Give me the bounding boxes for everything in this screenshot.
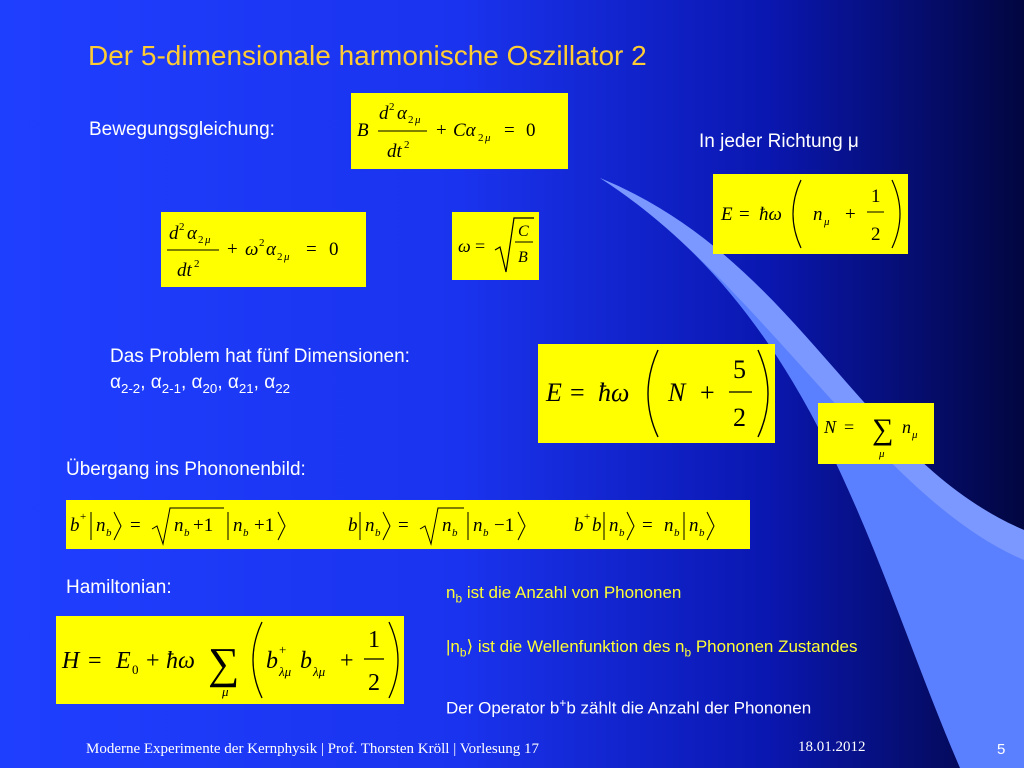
svg-text:=: = bbox=[398, 515, 409, 536]
svg-text:α: α bbox=[397, 103, 407, 124]
equation-energie-richtung bbox=[713, 174, 908, 254]
svg-text:b: b bbox=[674, 527, 680, 539]
svg-text:2: 2 bbox=[408, 114, 414, 126]
svg-text:b: b bbox=[483, 527, 489, 539]
svg-text:2: 2 bbox=[368, 670, 380, 696]
label-alphas: $\alpha_{2-2}$, $\alpha_{2-1}$, $\alpha_{20}$, $\alpha_{21}$, $\alpha_{22}$ bbox=[110, 372, 290, 396]
svg-text:2: 2 bbox=[198, 234, 204, 246]
svg-text:1: 1 bbox=[871, 186, 881, 207]
svg-text:μ: μ bbox=[222, 684, 229, 699]
equation-omega bbox=[452, 212, 539, 280]
svg-text:dt: dt bbox=[177, 260, 192, 281]
svg-text:2: 2 bbox=[733, 403, 746, 432]
equation-energie-richtung-svg bbox=[713, 174, 908, 254]
svg-text:ħω: ħω bbox=[759, 204, 782, 225]
svg-text:b: b bbox=[266, 648, 278, 674]
svg-text:b: b bbox=[574, 515, 584, 536]
svg-text:+: + bbox=[584, 511, 591, 523]
svg-text:+: + bbox=[146, 648, 160, 674]
equation-hamiltonian-svg bbox=[56, 616, 404, 704]
svg-text:b: b bbox=[699, 527, 705, 539]
svg-text:2: 2 bbox=[277, 251, 283, 263]
svg-text:=: = bbox=[88, 648, 102, 674]
svg-text:=: = bbox=[475, 236, 486, 256]
equation-hamiltonian bbox=[56, 616, 404, 704]
svg-text:ω: ω bbox=[458, 236, 471, 256]
equation-omega-svg bbox=[452, 212, 539, 280]
label-problem: Das Problem hat fünf Dimensionen: bbox=[110, 346, 410, 367]
svg-text:b: b bbox=[106, 527, 112, 539]
svg-text:Cα: Cα bbox=[453, 120, 476, 141]
svg-text:0: 0 bbox=[526, 120, 536, 141]
svg-text:+: + bbox=[227, 239, 238, 260]
note-nb-wellenfunktion: $|n_b⟩$ ist die Wellenfunktion des $n_b$ Phononen Zustandes bbox=[446, 637, 858, 660]
svg-text:+: + bbox=[340, 648, 354, 674]
svg-text:=: = bbox=[739, 204, 750, 225]
svg-text:μ: μ bbox=[912, 429, 918, 441]
label-phononenbild: Übergang ins Phononenbild: bbox=[66, 459, 306, 480]
svg-text:b: b bbox=[452, 527, 458, 539]
svg-text:+1: +1 bbox=[254, 515, 275, 536]
svg-text:dt: dt bbox=[387, 141, 402, 162]
svg-text:α: α bbox=[187, 223, 197, 244]
svg-text:n: n bbox=[365, 515, 375, 536]
svg-text:B: B bbox=[357, 120, 369, 141]
equation-energie-gesamt bbox=[538, 344, 775, 443]
svg-text:2: 2 bbox=[259, 237, 265, 249]
svg-text:H: H bbox=[62, 648, 80, 674]
svg-text:2: 2 bbox=[179, 221, 185, 233]
slide-title: Der 5-dimensionale harmonische Oszillator 2 bbox=[88, 40, 647, 71]
svg-text:b: b bbox=[619, 527, 625, 539]
svg-text:n: n bbox=[96, 515, 106, 536]
equation-oszillator bbox=[161, 212, 366, 287]
svg-text:μ: μ bbox=[415, 114, 421, 126]
svg-text:∑: ∑ bbox=[208, 639, 240, 688]
svg-text:n: n bbox=[174, 515, 184, 536]
svg-text:1: 1 bbox=[368, 627, 380, 653]
svg-text:b: b bbox=[592, 515, 602, 536]
equation-summe-n bbox=[818, 403, 934, 464]
svg-text:−1: −1 bbox=[494, 515, 515, 536]
svg-text:=: = bbox=[642, 515, 653, 536]
svg-text:b: b bbox=[184, 527, 190, 539]
svg-text:μ: μ bbox=[205, 234, 211, 246]
svg-text:∑: ∑ bbox=[872, 413, 894, 446]
svg-text:N: N bbox=[668, 378, 686, 407]
svg-text:5: 5 bbox=[733, 355, 746, 384]
svg-text:E: E bbox=[721, 204, 733, 225]
svg-text:λμ: λμ bbox=[313, 664, 326, 679]
equation-bewegungsgleichung bbox=[351, 93, 568, 169]
svg-text:n: n bbox=[609, 515, 619, 536]
svg-text:n: n bbox=[664, 515, 674, 536]
svg-text:ħω: ħω bbox=[598, 378, 630, 407]
svg-text:n: n bbox=[233, 515, 243, 536]
footer-page-number: 5 bbox=[997, 741, 1006, 758]
svg-text:n: n bbox=[473, 515, 483, 536]
svg-text:μ: μ bbox=[879, 448, 885, 460]
svg-text:=: = bbox=[844, 417, 855, 437]
svg-text:E: E bbox=[546, 378, 562, 407]
svg-text:n: n bbox=[689, 515, 699, 536]
svg-text:E: E bbox=[116, 648, 131, 674]
label-richtung: In jeder Richtung μ bbox=[699, 131, 859, 152]
svg-text:2: 2 bbox=[478, 132, 484, 144]
svg-text:n: n bbox=[813, 204, 823, 225]
svg-text:+: + bbox=[845, 204, 856, 225]
svg-text:0: 0 bbox=[329, 239, 339, 260]
svg-text:λμ: λμ bbox=[279, 664, 292, 679]
equation-energie-gesamt-svg bbox=[538, 344, 775, 443]
svg-text:n: n bbox=[902, 417, 911, 437]
svg-text:2: 2 bbox=[404, 139, 410, 151]
svg-text:μ: μ bbox=[824, 216, 830, 228]
svg-text:b: b bbox=[300, 648, 312, 674]
svg-text:b: b bbox=[348, 515, 358, 536]
svg-text:α: α bbox=[266, 239, 276, 260]
note-operator: Der Operator b+b zählt die Anzahl der Phononen bbox=[446, 696, 812, 718]
svg-text:+1: +1 bbox=[193, 515, 214, 536]
svg-text:b: b bbox=[70, 515, 80, 536]
label-hamiltonian: Hamiltonian: bbox=[66, 577, 172, 598]
svg-text:=: = bbox=[130, 515, 141, 536]
svg-text:b: b bbox=[243, 527, 249, 539]
svg-text:2: 2 bbox=[871, 224, 881, 245]
equation-oszillator-svg bbox=[161, 212, 366, 287]
svg-text:μ: μ bbox=[284, 251, 290, 263]
equation-summe-n-svg bbox=[818, 403, 934, 464]
svg-text:ω: ω bbox=[245, 239, 259, 260]
equation-bewegungsgleichung-svg bbox=[351, 93, 568, 169]
svg-text:2: 2 bbox=[194, 258, 200, 270]
svg-text:d: d bbox=[169, 223, 179, 244]
svg-text:+: + bbox=[700, 378, 715, 407]
svg-text:μ: μ bbox=[485, 132, 491, 144]
equation-phononen-operatoren bbox=[66, 500, 750, 549]
svg-text:=: = bbox=[504, 120, 515, 141]
footer-course: Moderne Experimente der Kernphysik | Prof. Thorsten Kröll | Vorlesung 17 bbox=[86, 741, 540, 757]
svg-text:d: d bbox=[379, 103, 389, 124]
svg-text:+: + bbox=[279, 642, 287, 657]
svg-text:=: = bbox=[306, 239, 317, 260]
svg-text:2: 2 bbox=[389, 101, 395, 113]
svg-text:+: + bbox=[80, 511, 87, 523]
footer-date: 18.01.2012 bbox=[798, 739, 866, 755]
svg-text:=: = bbox=[570, 378, 585, 407]
equation-phononen-operatoren-svg bbox=[66, 500, 750, 549]
note-nb-anzahl: $n_b$ ist die Anzahl von Phononen bbox=[446, 583, 682, 606]
svg-text:C: C bbox=[518, 223, 529, 240]
svg-text:ħω: ħω bbox=[166, 648, 195, 674]
svg-text:n: n bbox=[442, 515, 452, 536]
svg-text:N: N bbox=[824, 417, 837, 437]
svg-text:b: b bbox=[375, 527, 381, 539]
svg-text:0: 0 bbox=[132, 662, 139, 677]
label-bewegungsgleichung: Bewegungsgleichung: bbox=[89, 119, 275, 140]
svg-text:B: B bbox=[518, 249, 528, 266]
svg-text:+: + bbox=[436, 120, 447, 141]
